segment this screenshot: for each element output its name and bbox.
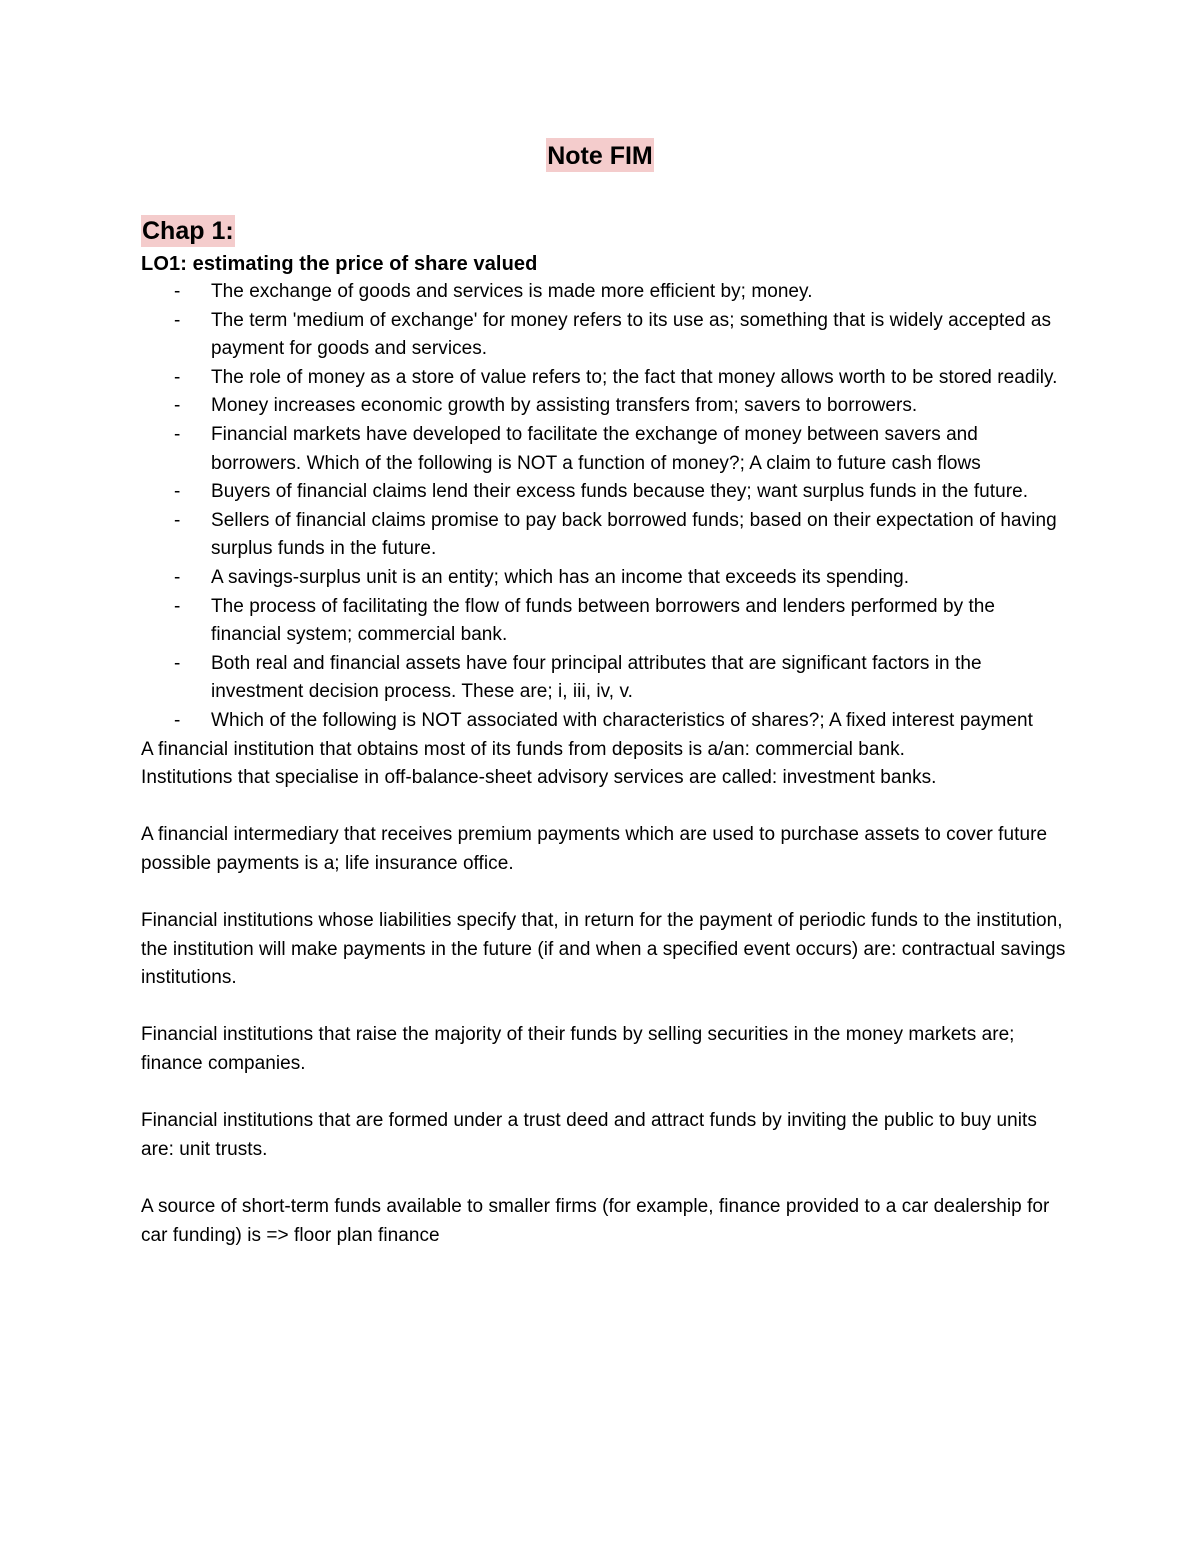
list-item bbox=[141, 307, 1066, 364]
chapter-heading: Chap 1: bbox=[142, 217, 234, 245]
list-item bbox=[141, 364, 1066, 393]
bullet-marker: - bbox=[174, 366, 181, 388]
title-row bbox=[141, 138, 1059, 178]
paragraph: Financial institutions that are formed under a trust deed and attract funds by inviting the public to buy units are: unit trusts. bbox=[141, 1110, 1037, 1160]
learning-objective-heading: LO1: estimating the price of share valued bbox=[141, 253, 538, 275]
bullet-marker: - bbox=[174, 423, 181, 445]
bullet-marker: - bbox=[174, 481, 181, 503]
list-item-text: The exchange of goods and services is made more efficient by; money. bbox=[211, 281, 813, 302]
document-page bbox=[141, 138, 1066, 1250]
bullet-marker: - bbox=[174, 566, 181, 588]
bullet-marker: - bbox=[174, 509, 181, 531]
list-item bbox=[141, 650, 1066, 707]
paragraph: Financial institutions whose liabilities specify that, in return for the payment of periodic funds to the institution, the institution will make payments in the future (if and when a specified event occurs) are: contractual savings institutions. bbox=[141, 910, 1066, 989]
list-item bbox=[141, 392, 1066, 421]
paragraph: A financial institution that obtains most of its funds from deposits is a/an: commercial bank. bbox=[141, 738, 906, 760]
blank-line bbox=[141, 1164, 1066, 1193]
blank-line bbox=[141, 793, 1066, 822]
list-item-text: Money increases economic growth by assisting transfers from; savers to borrowers. bbox=[211, 395, 918, 417]
list-item-text: The term 'medium of exchange' for money refers to its use as; something that is widely accepted as payment for goods and services. bbox=[211, 309, 1052, 360]
list-item bbox=[141, 593, 1066, 650]
list-item-text: The role of money as a store of value refers to; the fact that money allows worth to be stored readily. bbox=[211, 366, 1058, 388]
bullet-marker: - bbox=[174, 652, 181, 674]
paragraph: A financial intermediary that receives premium payments which are used to purchase assets to cover future possible payments is a; life insurance office. bbox=[141, 824, 1048, 874]
chapter-row bbox=[141, 215, 1066, 250]
list-item bbox=[141, 707, 1066, 736]
bullet-marker: - bbox=[174, 281, 181, 302]
list-item-text: Sellers of financial claims promise to pay back borrowed funds; based on their expectation of having surplus funds in the future. bbox=[211, 509, 1057, 560]
bullet-marker: - bbox=[174, 309, 181, 331]
list-item-text: Financial markets have developed to facilitate the exchange of money between savers and borrowers. Which of the following is NOT a function of money?; A claim to future cash flows bbox=[211, 423, 981, 474]
list-item bbox=[141, 478, 1066, 507]
list-item bbox=[141, 278, 1066, 307]
list-item bbox=[141, 564, 1066, 593]
paragraph: Financial institutions that raise the majority of their funds by selling securities in the money markets are; finance companies. bbox=[141, 1024, 1015, 1075]
list-item-text: A savings-surplus unit is an entity; which has an income that exceeds its spending. bbox=[211, 566, 910, 588]
list-item bbox=[141, 421, 1066, 478]
list-item-text: Both real and financial assets have four principal attributes that are significant factors in the investment decision process. These are; i, iii, iv, v. bbox=[211, 652, 982, 703]
list-item-text: The process of facilitating the flow of funds between borrowers and lenders performed by the financial system; commercial bank. bbox=[211, 595, 996, 646]
blank-line bbox=[141, 1079, 1066, 1108]
blank-line bbox=[141, 993, 1066, 1022]
bullet-marker: - bbox=[174, 709, 181, 731]
bullet-marker: - bbox=[174, 595, 181, 617]
document-title: Note FIM bbox=[546, 138, 654, 172]
list-item bbox=[141, 507, 1066, 564]
blank-line bbox=[141, 878, 1066, 907]
paragraph: Institutions that specialise in off-balance-sheet advisory services are called: investment banks. bbox=[141, 767, 937, 789]
list-item-text: Buyers of financial claims lend their excess funds because they; want surplus funds in the future. bbox=[211, 481, 1029, 503]
list-item-text: Which of the following is NOT associated with characteristics of shares?; A fixed interest payment bbox=[211, 709, 1033, 731]
bullet-list bbox=[141, 278, 1066, 736]
bullet-marker: - bbox=[174, 395, 181, 417]
paragraph: A source of short-term funds available to smaller firms (for example, finance provided to a car dealership for car funding) is => floor plan finance bbox=[141, 1196, 1050, 1246]
